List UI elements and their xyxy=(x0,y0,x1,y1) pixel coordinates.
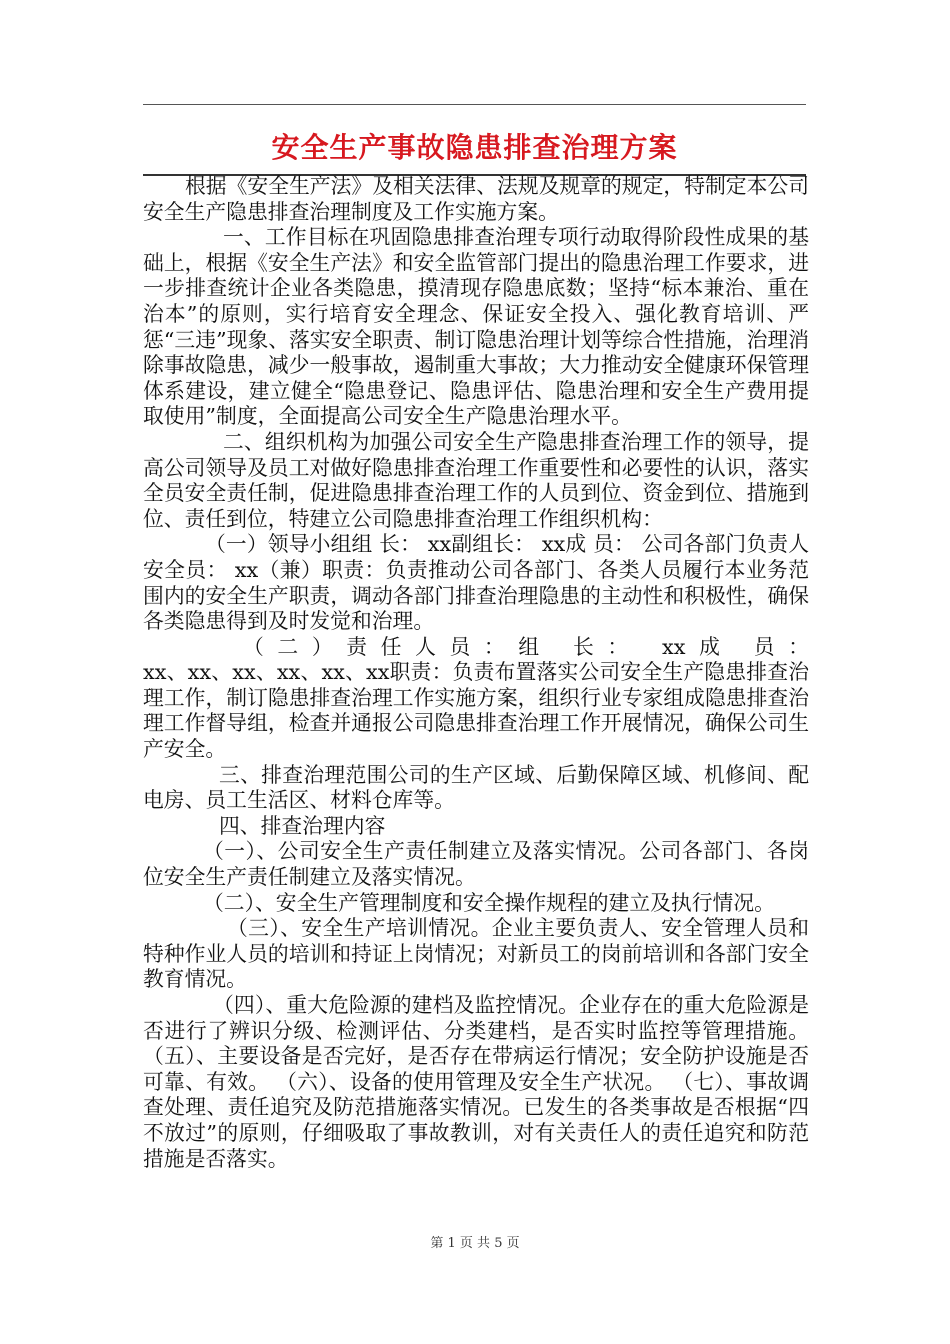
paragraph-section-1: 一、工作目标在巩固隐患排查治理专项行动取得阶段性成果的基础上，根据《安全生产法》和安全监管部门提出的隐患治理工作要求，进一步排查统计企业各类隐患，摸清现存隐患底数；坚持“标本兼治、重在治本”的原则，实行培育安全理念、保证安全投入、强化教育培训、严惩“三违”现象、落实安全职责、制订隐患治理计划等综合性措施，治理消除事故隐患，减少一般事故，遏制重大事故；大力推动安全健康环保管理体系建设，建立健全“隐患登记、隐患评估、隐患治理和安全生产费用提取使用”制度，全面提高公司安全生产隐患治理水平。 xyxy=(143,225,809,429)
paragraph-section-2: 二、组织机构为加强公司安全生产隐患排查治理工作的领导，提高公司领导及员工对做好隐患排查治理工作重要性和必要性的认识，落实全员安全责任制，促进隐患排查治理工作的人员到位、资金到位、措施到位、责任到位，特建立公司隐患排查治理工作组织机构： xyxy=(143,429,809,531)
document-body xyxy=(143,174,809,1172)
paragraph-item-2: （二）、安全生产管理制度和安全操作规程的建立及执行情况。 xyxy=(203,890,775,915)
paragraph-responsible-staff-heading: （二）责任人员：组 长： xx成 员： xyxy=(243,634,809,659)
paragraph-section-4-heading: 四、排查治理内容 xyxy=(219,813,386,838)
paragraph-section-3: 三、排查治理范围公司的生产区域、后勤保障区域、机修间、配电房、员工生活区、材料仓库等。 xyxy=(143,762,809,813)
header-rule xyxy=(143,104,806,105)
document-title: 安全生产事故隐患排查治理方案 xyxy=(271,131,678,164)
paragraph-item-4-to-7: （四）、重大危险源的建档及监控情况。企业存在的重大危险源是否进行了辨识分级、检测评估、分类建档，是否实时监控等管理措施。 （五）、主要设备是否完好，是否存在带病运行情况；安全防护设施是否可靠、有效。 （六）、设备的使用管理及安全生产状况。 （七）、事故调查处理、责任追究及防范措施落实情况。已发生的各类事故是否根据“四不放过”的原则，仔细吸取了事故教训，对有关责任人的责任追究和防范措施是否落实。 xyxy=(143,993,809,1171)
paragraph-item-3: （三）、安全生产培训情况。企业主要负责人、安全管理人员和特种作业人员的培训和持证上岗情况；对新员工的岗前培训和各部门安全教育情况。 xyxy=(143,916,809,992)
paragraph-intro: 根据《安全生产法》及相关法律、法规及规章的规定，特制定本公司安全生产隐患排查治理制度及工作实施方案。 xyxy=(143,174,809,224)
paragraph-leadership-group: （一）领导小组组 长： xx副组长： xx成 员： 公司各部门负责人安全员： xx（兼）职责：负责推动公司各部门、各类人员履行本业务范围内的安全生产职责，调动各部门排查治理隐患的主动性和积极性，确保各类隐患得到及时发觉和治理。 xyxy=(143,532,809,634)
page-footer: 第 1 页 共 5 页 xyxy=(430,1236,520,1251)
paragraph-responsible-staff: xx、xx、xx、xx、xx、xx职责：负责布置落实公司安全生产隐患排查治理工作，制订隐患排查治理工作实施方案，组织行业专家组成隐患排查治理工作督导组，检查并通报公司隐患排查治理工作开展情况，确保公司生产安全。 xyxy=(143,660,809,762)
paragraph-item-1: （一）、公司安全生产责任制建立及落实情况。公司各部门、各岗位安全生产责任制建立及落实情况。 xyxy=(143,839,809,890)
